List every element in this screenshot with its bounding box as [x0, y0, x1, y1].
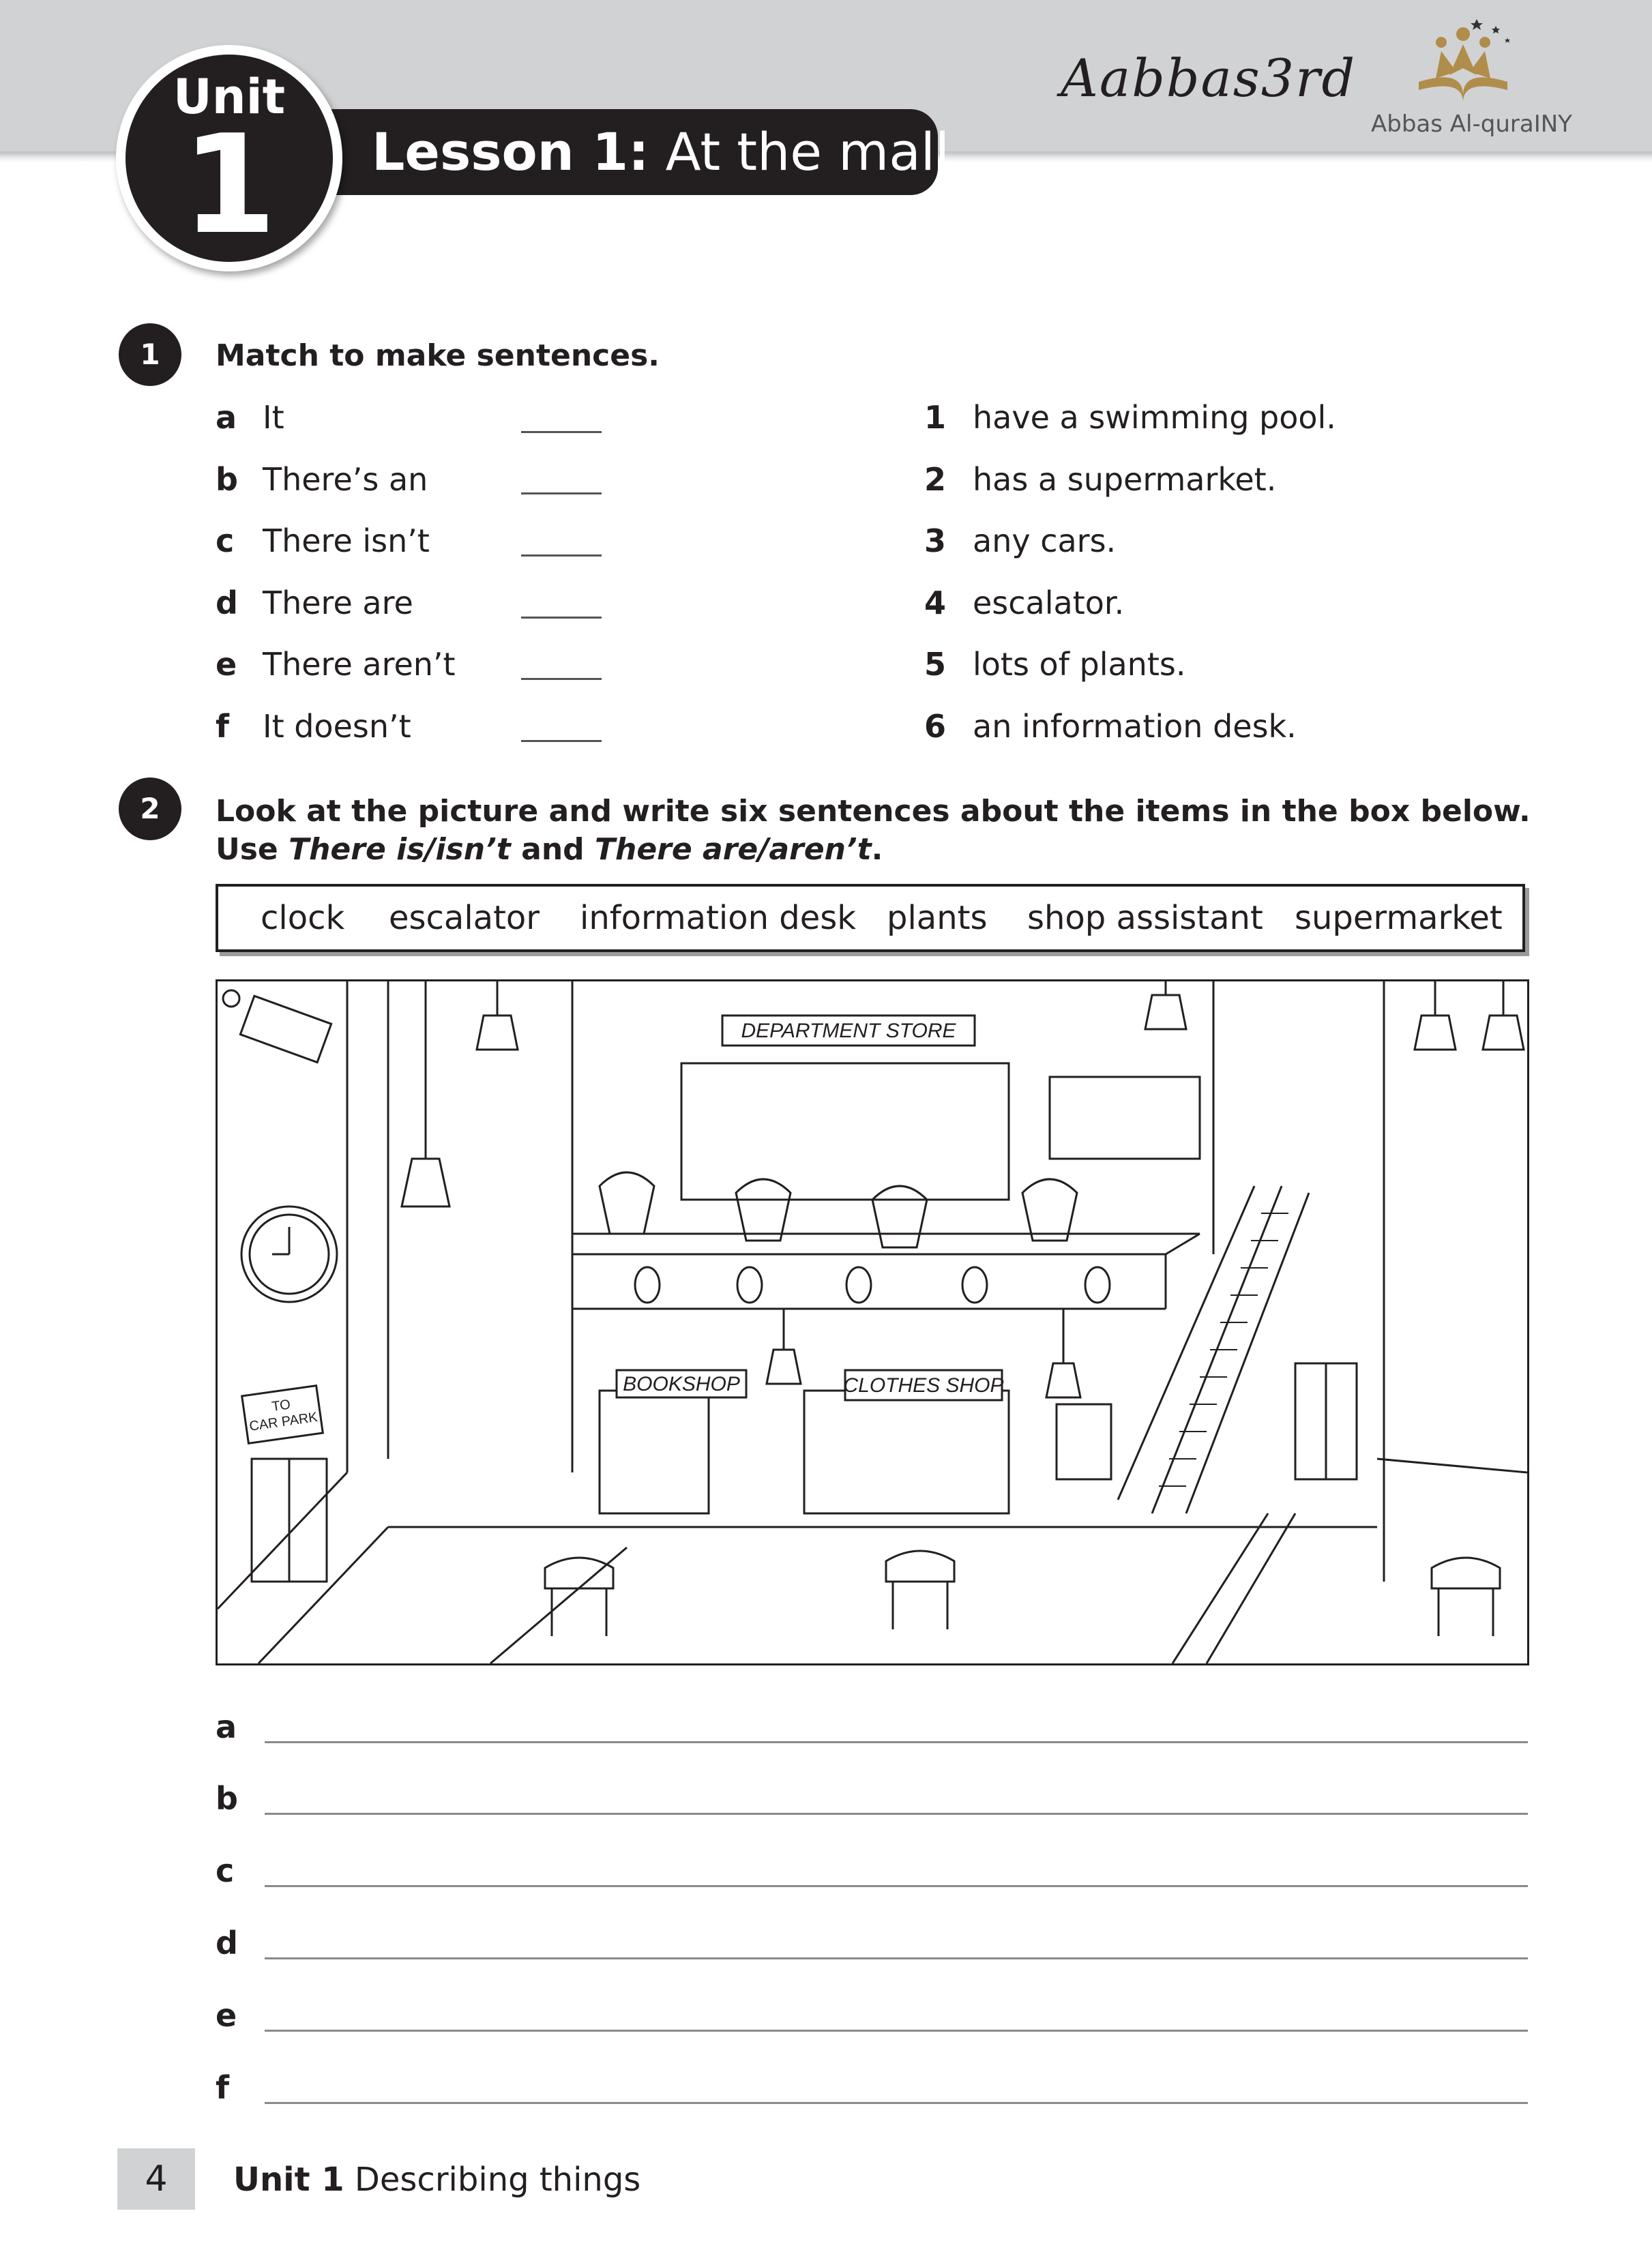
match-end: an information desk.: [973, 708, 1297, 745]
match-number: 5: [924, 646, 947, 683]
match-number: 1: [924, 399, 947, 436]
match-letter: b: [216, 461, 238, 498]
match-end: any cars.: [973, 522, 1117, 559]
footer-unit-subtitle: Describing things: [354, 2161, 641, 2199]
box-word: escalator: [389, 899, 540, 937]
write-line[interactable]: [265, 2030, 1528, 2032]
match-end: has a supermarket.: [973, 461, 1277, 498]
logo-text: Abbas Al-quraINY: [1371, 110, 1572, 138]
match-letter: a: [216, 399, 237, 436]
book-logo-icon: [1408, 14, 1518, 109]
match-end: escalator.: [973, 584, 1125, 621]
unit-number: 1: [181, 106, 277, 265]
answer-blank[interactable]: [521, 617, 602, 619]
match-number: 2: [924, 461, 947, 498]
box-word: supermarket: [1295, 899, 1503, 937]
answer-blank[interactable]: [521, 740, 602, 742]
page-number: 4: [145, 2159, 168, 2199]
sign-department-store: DEPARTMENT STORE: [741, 1020, 956, 1042]
box-word: clock: [261, 899, 345, 937]
write-letter: d: [216, 1925, 238, 1961]
unit-word: Unit: [173, 69, 286, 125]
exercise-2-instruction-line1: Look at the picture and write six sentences about the items in the box below.: [216, 794, 1531, 829]
answer-blank[interactable]: [521, 492, 602, 494]
footer-unit-label: Unit 1: [233, 2161, 344, 2199]
mall-picture: [216, 979, 1529, 1665]
write-line[interactable]: [265, 1885, 1528, 1887]
match-start: It doesn’t: [263, 708, 411, 745]
match-number: 4: [924, 584, 947, 621]
match-letter: c: [216, 522, 235, 559]
instr-there-is: There is/isn’t: [289, 832, 511, 867]
mall-illustration: [218, 981, 1527, 1663]
write-letter: e: [216, 1997, 237, 2034]
answer-blank[interactable]: [521, 554, 602, 557]
write-line[interactable]: [265, 1957, 1528, 1959]
write-letter: a: [216, 1708, 237, 1745]
exercise-1-number: 1: [119, 323, 181, 386]
exercise-1-instruction: Match to make sentences.: [216, 338, 660, 373]
match-letter: d: [216, 584, 238, 621]
answer-blank[interactable]: [521, 431, 602, 433]
box-word: shop assistant: [1027, 899, 1263, 937]
match-number: 3: [924, 522, 947, 559]
lesson-label: Lesson 1:: [372, 121, 649, 182]
match-end: have a swimming pool.: [973, 399, 1336, 436]
match-start: There are: [263, 584, 413, 621]
exercise-2-instruction-line2: [216, 831, 883, 869]
write-line[interactable]: [265, 1741, 1528, 1743]
write-line[interactable]: [265, 2102, 1528, 2104]
write-letter: c: [216, 1852, 235, 1889]
match-start: It: [263, 399, 284, 436]
sign-clothes-shop: CLOTHES SHOP: [843, 1374, 1004, 1397]
match-number: 6: [924, 708, 947, 745]
sign-carpark-line2: CAR PARK: [248, 1409, 319, 1434]
instr-and: and: [521, 832, 585, 867]
lesson-title: [372, 121, 949, 183]
match-start: There’s an: [263, 461, 428, 498]
write-letter: b: [216, 1780, 238, 1817]
match-start: There aren’t: [263, 646, 456, 683]
write-line[interactable]: [265, 1813, 1528, 1815]
match-letter: e: [216, 646, 237, 683]
sign-carpark-line1: TO: [271, 1397, 292, 1414]
box-word: information desk: [580, 899, 857, 937]
instr-there-are: There are/aren’t: [595, 832, 872, 867]
footer-unit-title: [233, 2161, 640, 2199]
answer-blank[interactable]: [521, 678, 602, 680]
instr-use: Use: [216, 832, 278, 867]
instr-period: .: [871, 832, 883, 867]
signature: Aabbas3rd: [1061, 48, 1357, 108]
lesson-name: At the mall: [665, 121, 950, 182]
match-start: There isn’t: [263, 522, 430, 559]
write-letter: f: [216, 2069, 230, 2106]
box-word: plants: [887, 899, 988, 937]
match-letter: f: [216, 708, 230, 745]
match-end: lots of plants.: [973, 646, 1186, 683]
exercise-2-number: 2: [119, 777, 181, 840]
sign-bookshop: BOOKSHOP: [623, 1373, 740, 1395]
